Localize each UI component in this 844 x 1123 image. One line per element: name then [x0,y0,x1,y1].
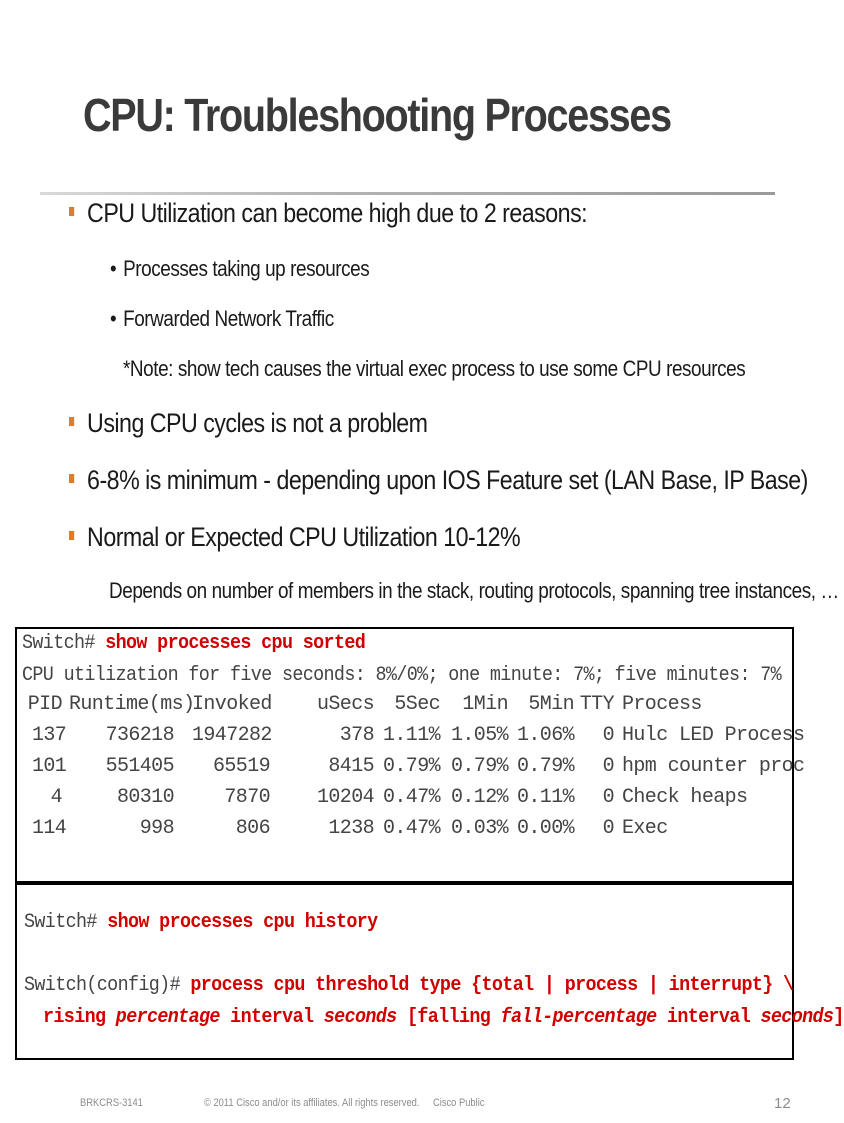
cell-pid: 114 [32,817,67,840]
cpu-utilization-line: CPU utilization for five seconds: 8%/0%; one minute: 7%; five minutes: 7% [22,664,782,687]
cell-pid: 137 [32,724,67,747]
cell-process: Exec [622,817,668,840]
cell-invoked: 65519 [212,755,270,778]
cell-runtime: 736218 [105,724,174,747]
cli-command: show processes cpu sorted [105,632,366,655]
page-number: 12 [774,1095,791,1112]
bullet-item [69,408,427,439]
cmd-part: ] [833,1006,844,1029]
sub-bullet-item [110,256,369,282]
header-tty: TTY [579,693,614,716]
command-line [22,632,365,655]
cell-tty: 0 [602,755,614,778]
cell-5min: 0.00% [516,817,574,840]
cell-1min: 0.79% [450,755,508,778]
header-5sec: 5Sec [394,693,440,716]
bullet-item [69,522,520,553]
cell-pid: 101 [32,755,67,778]
cell-runtime: 998 [139,817,174,840]
cli-output-box [15,627,805,883]
bullet-item [69,465,808,496]
bullet-text: Normal or Expected CPU Utilization 10-12% [87,522,521,552]
cell-pid: 4 [50,786,62,809]
cell-tty: 0 [602,724,614,747]
cmd-part: [falling [396,1006,501,1029]
cell-usecs: 8415 [328,755,374,778]
cell-usecs: 10204 [316,786,374,809]
header-5min: 5Min [528,693,574,716]
header-pid: PID [27,693,62,716]
cmd-part: rising [43,1006,116,1029]
cell-invoked: 806 [235,817,270,840]
bullet-text: Using CPU cycles is not a problem [87,408,428,438]
dot-bullet-icon: • [110,306,117,331]
title-divider [40,192,775,195]
cli-prompt: Switch# [24,911,108,934]
cell-runtime: 80310 [116,786,174,809]
footer-session-code: BRKCRS-3141 [80,1097,143,1109]
dot-bullet-icon: • [110,256,117,281]
table-row [22,786,782,817]
cmd-part: interval [656,1006,761,1029]
cell-5min: 0.11% [516,786,574,809]
cell-5min: 0.79% [516,755,574,778]
cell-1min: 0.12% [450,786,508,809]
cell-5sec: 0.47% [382,817,440,840]
footer-classification: Cisco Public [433,1097,485,1109]
cli-command: show processes cpu history [107,911,378,934]
cell-runtime: 551405 [105,755,174,778]
header-usecs: uSecs [316,693,374,716]
square-bullet-icon [69,417,74,426]
cell-usecs: 1238 [328,817,374,840]
cmd-argument: seconds [760,1006,834,1029]
sub-bullet-text: Forwarded Network Traffic [123,306,334,331]
cell-5sec: 1.11% [382,724,440,747]
cmd-argument: fall-percentage [500,1006,657,1029]
sub-bullet-text: Processes taking up resources [123,256,370,281]
bullet-text: CPU Utilization can become high due to 2 reasons: [87,198,588,228]
cell-process: Hulc LED Process [622,724,805,747]
command-continuation [43,1006,844,1029]
table-row [22,755,805,786]
cell-1min: 1.05% [450,724,508,747]
cell-5min: 1.06% [516,724,574,747]
bullet-text: 6-8% is minimum - depending upon IOS Feature set (LAN Base, IP Base) [87,465,808,495]
header-process: Process [622,693,702,716]
cmd-argument: seconds [323,1006,397,1029]
cell-invoked: 1947282 [192,724,272,747]
sub-bullet-item [110,306,334,332]
cell-process: Check heaps [622,786,748,809]
cli-command-box [15,883,844,1060]
square-bullet-icon [69,207,74,216]
cell-process: hpm counter proc [622,755,805,778]
cli-prompt: Switch# [22,632,106,655]
cell-tty: 0 [602,786,614,809]
cell-1min: 0.03% [450,817,508,840]
command-line [24,974,793,997]
cell-5sec: 0.79% [382,755,440,778]
cli-command: process cpu threshold type {total | process | interrupt} \ [190,974,794,997]
cell-tty: 0 [602,817,614,840]
depends-text: Depends on number of members in the stack, routing protocols, spanning tree instances, … [109,578,839,603]
cli-prompt: Switch(config)# [24,974,191,997]
command-line [24,911,378,934]
cell-5sec: 0.47% [382,786,440,809]
table-row [22,724,805,755]
square-bullet-icon [69,474,74,483]
table-header-row [22,693,782,724]
square-bullet-icon [69,531,74,540]
note-text: *Note: show tech causes the virtual exec process to use some CPU resources [123,356,746,381]
slide-title: CPU: Troubleshooting Processes [83,89,671,141]
bullet-item [69,198,587,229]
header-runtime: Runtime(ms) [69,693,195,716]
cmd-argument: percentage [115,1006,220,1029]
cmd-part: interval [219,1006,324,1029]
cell-usecs: 378 [339,724,374,747]
table-row [22,817,782,848]
header-1min: 1Min [462,693,508,716]
cell-invoked: 7870 [224,786,270,809]
footer-copyright: © 2011 Cisco and/or its affiliates. All rights reserved. [204,1097,420,1109]
header-invoked: Invoked [192,693,272,716]
